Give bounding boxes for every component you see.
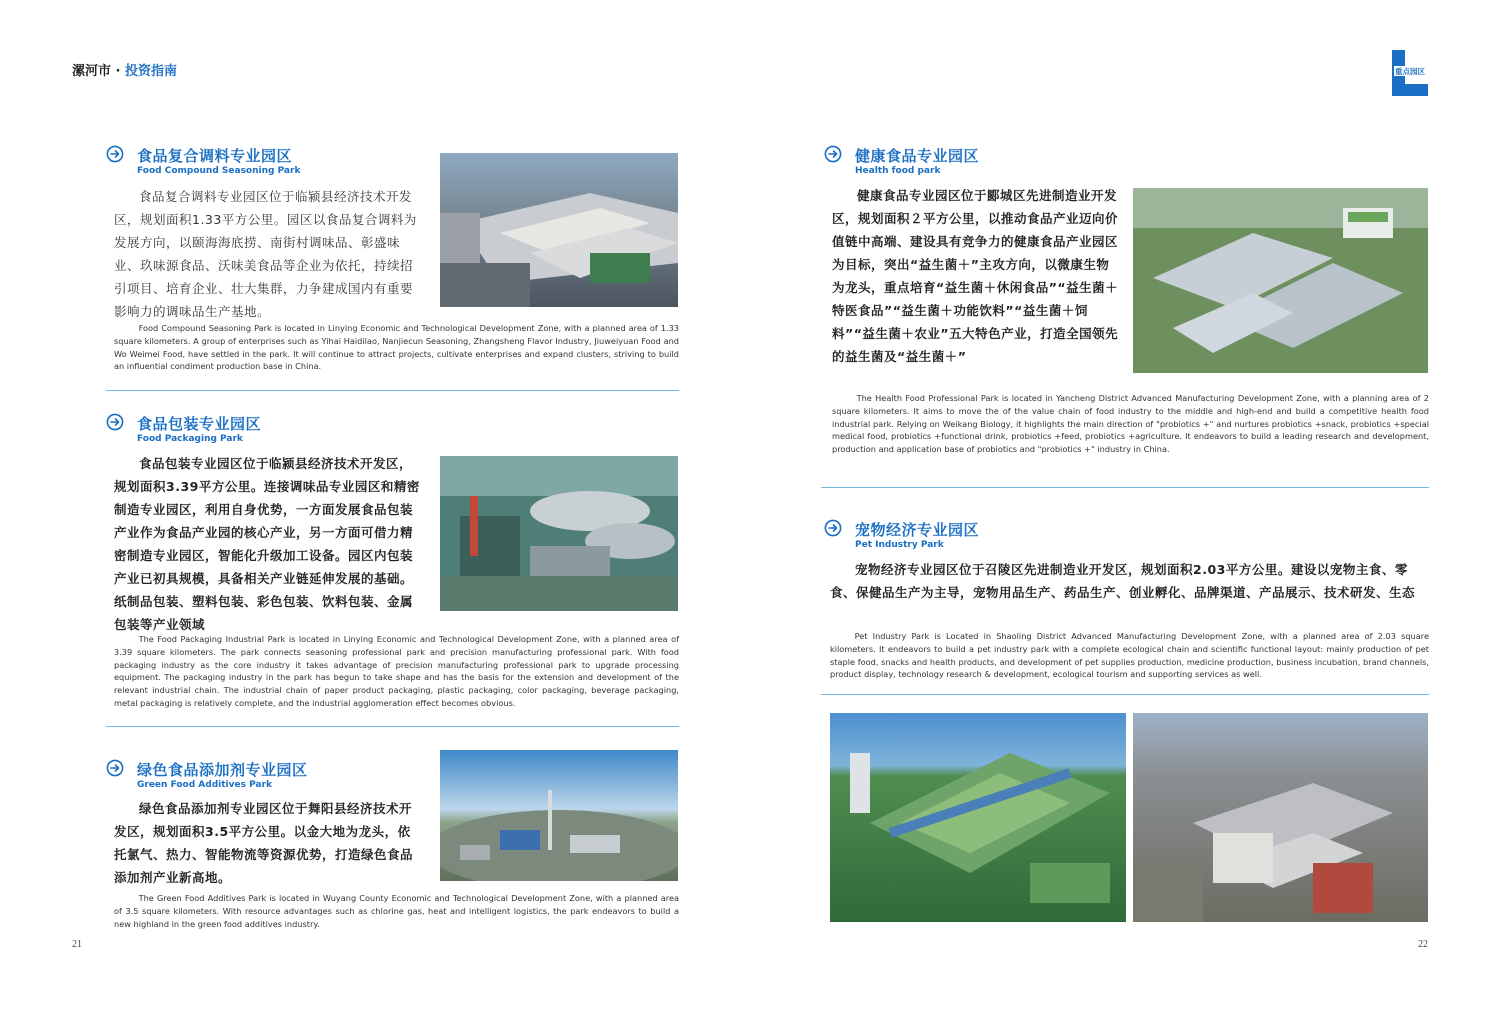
divider [106, 390, 679, 391]
page-number-right: 22 [1418, 939, 1428, 950]
section-subtitle-additives: Green Food Additives Park [137, 780, 272, 790]
header-subtitle: 投资指南 [125, 64, 178, 79]
section-title-seasoning: 食品复合调料专业园区 [137, 147, 293, 165]
page-number-left: 21 [72, 939, 82, 950]
arrow-circle-icon [106, 759, 124, 777]
arrow-circle-icon [106, 413, 124, 431]
section-subtitle-health: Health food park [855, 166, 941, 176]
arrow-circle-icon [106, 145, 124, 163]
divider [821, 694, 1429, 695]
section-body-cn-packaging: 食品包装专业园区位于临颍县经济技术开发区，规划面积3.39平方公里。连接调味品专业园区和精密制造专业园区，利用自身优势，一方面发展食品包装产业作为食品产业园的核心产业，另一方面可借力精密制造专业园区，智能化升级加工设备。园区内包装产业已初具规模，具备相关产业链延伸发展的基础。纸制品包装、塑料包装、彩色包装、饮料包装、金属包装等产业领域 [114, 456, 420, 632]
section-body-en-pet: Pet Industry Park is Located in Shaoling District Advanced Manufacturing Development Zone, with a planned area of 2.03 square kilometers. It endeavors to build a pet industry park with a complete ecological chain and scientific functional layout: mainly production of pet staple food, snacks and health products, and development of pet supplies production, medicine production, business incubation, brand channels, product display, technology research & development, ecological tourism and supporting services as well. [830, 631, 1429, 680]
section-title-health: 健康食品专业园区 [855, 147, 980, 165]
section-subtitle-pet: Pet Industry Park [855, 540, 944, 550]
divider [821, 487, 1429, 488]
section-body-cn-health: 健康食品专业园区位于郾城区先进制造业开发区，规划面积２平方公里，以推动食品产业迈向价值链中高端、建设具有竞争力的健康食品产业园区为目标，突出“益生菌＋”主攻方向，以微康生物为龙头，重点培育“益生菌＋休闲食品”“益生菌＋特医食品”“益生菌＋功能饮料”“益生菌＋饲料”“益生菌＋农业”五大特色产业，打造全国领先的益生菌及“益生菌＋” [832, 188, 1119, 364]
section-body-en-packaging: The Food Packaging Industrial Park is located in Linying Economic and Technological Development Zone, with a planned area of 3.39 square kilometers. The park connects seasoning professional park and precision manufacturing professional park. With food packaging industry as the core industry it takes advantage of precision manufacturing professional park to upgrade processing equipment. The packaging industry in the park has begun to take shape and has the basis for the extension and development of the relevant industrial chain. The industrial chain of paper product packaging, plastic packaging, color packaging, beverage packaging, metal packaging is relatively complete, and the industrial agglomeration effect becomes obvious. [114, 634, 679, 708]
header-title [72, 60, 177, 79]
section-subtitle-packaging: Food Packaging Park [137, 434, 243, 444]
photo-health-park [1133, 188, 1428, 373]
header-city: 漯河市 · [72, 64, 125, 79]
arrow-circle-icon [824, 519, 842, 537]
photo-pet-park-rendering [830, 713, 1126, 922]
divider [106, 726, 679, 727]
photo-pet-park-aerial [1133, 713, 1428, 922]
section-body-cn-additives: 绿色食品添加剂专业园区位于舞阳县经济技术开发区，规划面积3.5平方公里。以金大地为龙头，依托氯气、热力、智能物流等资源优势，打造绿色食品添加剂产业新高地。 [114, 801, 414, 885]
section-body-en-health: The Health Food Professional Park is located in Yancheng District Advanced Manufacturing Development Zone, with a planning area of 2 square kilometers. It aims to move the of the value chain of food industry to the middle and high-end and build a competitive health food industrial park. Relying on Weikang Biology, it highlights the main direction of "probiotics +" and nurtures probiotics +snack, probiotics +special medical food, probiotics +functional drink, probiotics +feed, probiotics +agriculture. It endeavors to build a leading research and development, production and application base of probiotics and "probiotics +" industry in China. [832, 393, 1429, 455]
section-body-en-additives: The Green Food Additives Park is located in Wuyang County Economic and Technological Development Zone, with a planned area of 3.5 square kilometers. With resource advantages such as chlorine gas, heat and intelligent logistics, the park endeavors to build a new highland in the green food additives industry. [114, 893, 679, 929]
photo-packaging-park [440, 456, 678, 611]
section-title-packaging: 食品包装专业园区 [137, 415, 262, 433]
section-body-cn-seasoning: 食品复合调料专业园区位于临颍县经济技术开发区，规划面积1.33平方公里。园区以食品复合调料为发展方向，以颐海海底捞、南街村调味品、彰盛味业、玖味源食品、沃味美食品等企业为依托，持续招引项目、培育企业、壮大集群，力争建成国内有重要影响力的调味品生产基地。 [114, 189, 417, 319]
section-body-en-seasoning: Food Compound Seasoning Park is located in Linying Economic and Technological Development Zone, with a planned area of 1.33 square kilometers. A group of enterprises such as Yihai Haidilao, Nanjiecun Seasoning, Zhangsheng Flavor Industry, Jiuweiyuan Food and Wo Weimei Food, have settled in the park. It will continue to attract projects, cultivate enterprises and expand clusters, striving to build an influential condiment production base in China. [114, 323, 679, 372]
logo-icon [1392, 50, 1428, 96]
logo-label: 重点园区 [1395, 67, 1425, 76]
section-title-pet: 宠物经济专业园区 [855, 521, 980, 539]
section-title-additives: 绿色食品添加剂专业园区 [137, 761, 308, 779]
photo-additives-park [440, 750, 678, 881]
section-subtitle-seasoning: Food Compound Seasoning Park [137, 166, 301, 176]
photo-seasoning-park [440, 153, 678, 307]
section-body-cn-pet: 宠物经济专业园区位于召陵区先进制造业开发区，规划面积2.03平方公里。建设以宠物主食、零食、保健品生产为主导，宠物用品生产、药品生产、创业孵化、品牌渠道、产品展示、技术研发、生态 [830, 562, 1416, 600]
arrow-circle-icon [824, 145, 842, 163]
section-logo [1392, 50, 1428, 96]
